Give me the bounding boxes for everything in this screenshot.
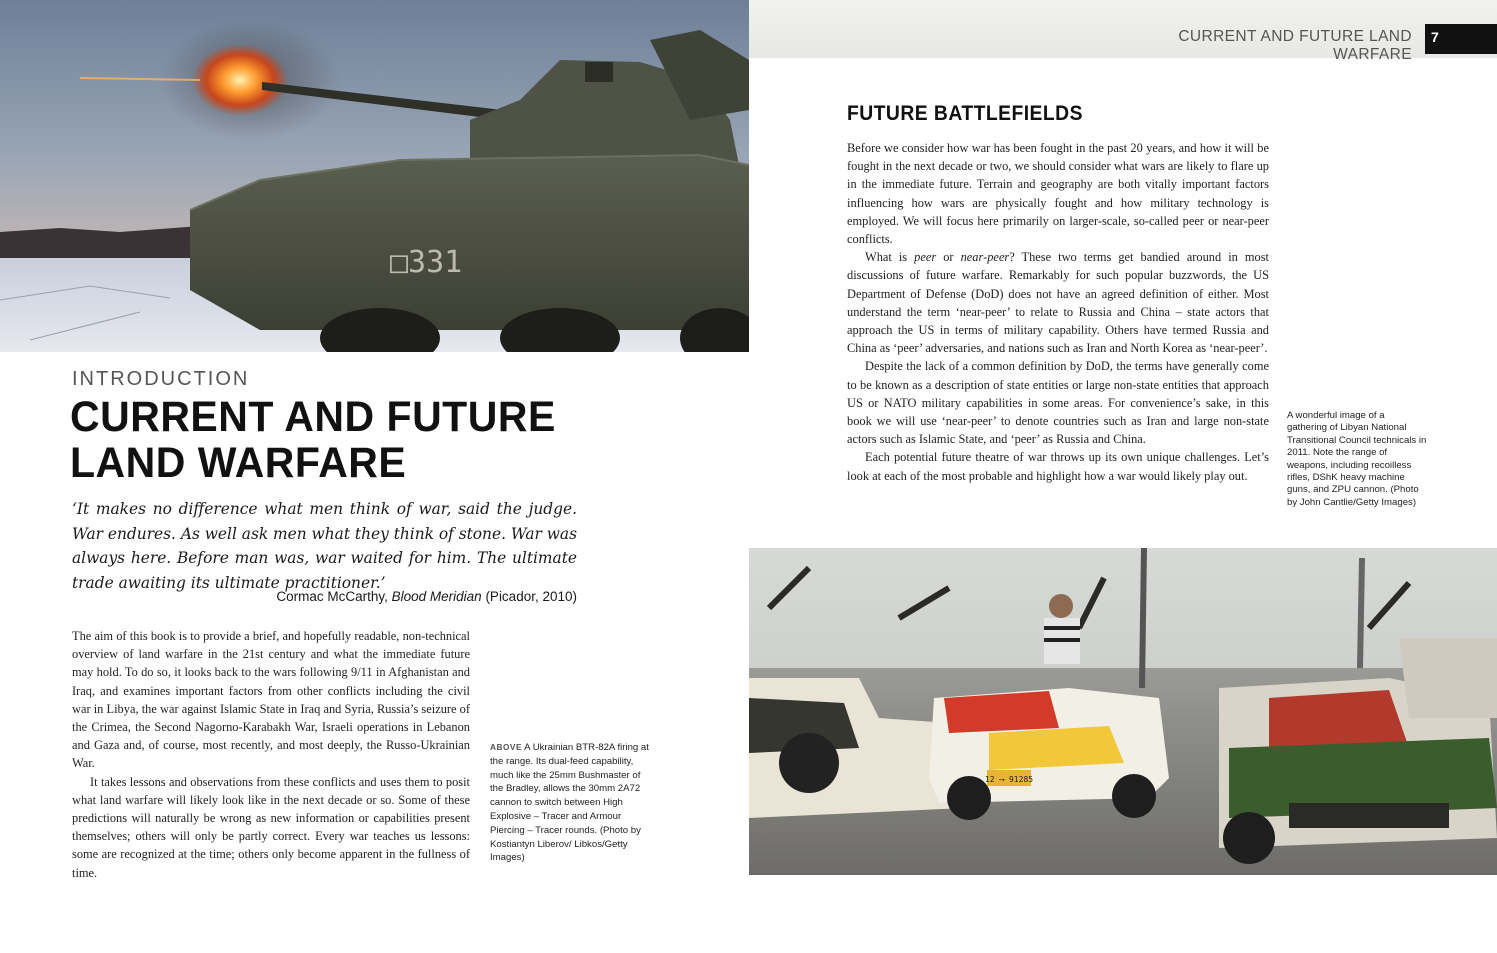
battlefields-paragraph-1: Before we consider how war has been fought in the past 20 years, and how it will be fought in the next decade or two, we should consider what wars are likely to flare up in the immediate future. Terrain and geography are both vitally important factors influencing how wars are physically fought and how military technology is employed. We will focus here primarily on larger-scale, so-called peer or near-peer conflicts.	[847, 141, 1269, 247]
battlefields-paragraph-4: Each potential future theatre of war throws up its own unique challenges. Let’s look at each of the most probable and highlight how a war would likely play out.	[847, 450, 1269, 483]
epigraph-work: Blood Meridian	[391, 589, 482, 604]
libya-photo-caption: A wonderful image of a gathering of Libyan National Transitional Council technicals in 2011. Note the range of weapons, including recoilless rifles, DShK heavy machine guns, and ZPU cannon. (Photo by John Cantlie/Getty Images)	[1287, 410, 1427, 508]
p2-part-c: ? These two terms get bandied around in most discussions of future warfare. Remarkably for such popular buzzwords, the US Department of Defense (DoD) does not have an agreed definition of either. Most understand the term ‘near-peer’ to relate to Russia and China – state actors that approach the US in terms of military capability. Others have termed Russia and China as ‘peer’ adversaries, and nations such as Iran and North Korea as ‘near-peer’.	[847, 250, 1269, 356]
intro-body-text	[72, 627, 470, 882]
epigraph-author: Cormac McCarthy,	[276, 589, 388, 604]
p2-part-a: What is	[865, 250, 915, 265]
chapter-title-line-1: CURRENT AND FUTURE	[70, 391, 556, 441]
vehicle-marking: □331	[390, 245, 463, 280]
chapter-title	[70, 393, 556, 485]
epigraph-quote: ‘It makes no difference what men think of war, said the judge. War endures. As well ask men what they think of stone. War was always here. Before man was, war waited for him. The ultimate trade awaiting its ultimate practitioner.’	[72, 500, 578, 592]
epigraph-attribution	[200, 589, 577, 604]
btr-82a-photo	[0, 0, 749, 352]
term-near-peer: near-peer	[960, 250, 1010, 265]
battlefields-paragraph-3: Despite the lack of a common definition by DoD, the terms have generally come to be known as a description of state entities or large non-state entities that approach US or NATO military capabilities in some areas. For convenience’s sake, in this book we will use ‘near-peer’ to denote countries such as Iran and large non-state actors such as Islamic State, and ‘peer’ as Russia and China.	[847, 359, 1269, 447]
chapter-title-line-2: LAND WARFARE	[70, 438, 407, 487]
term-peer: peer	[914, 250, 937, 265]
future-battlefields-body	[847, 139, 1269, 485]
license-plate: 12 ⟶ 91285	[984, 775, 1034, 784]
p2-part-b: or	[936, 250, 961, 265]
caption-text: A Ukrainian BTR-82A firing at the range. Its dual-feed capability, much like the 25mm Bushmaster of the Bradley, allows the 30mm 2A72 cannon to switch between High Explosive – Tracer and Armour Piercing – Tracer rounds. (Photo by Kostiantyn Liberov/ Libkos/Getty Images)	[490, 742, 649, 864]
section-heading: FUTURE BATTLEFIELDS	[847, 102, 1083, 125]
battlefields-paragraph-2	[847, 248, 1269, 357]
btr-photo-caption	[490, 741, 652, 865]
running-head-title: CURRENT AND FUTURE LAND WARFARE	[1178, 28, 1412, 63]
epigraph-publisher: (Picador, 2010)	[485, 589, 577, 604]
intro-paragraph-2: It takes lessons and observations from these conflicts and uses them to posit what land warfare will likely look like in the next decade or so. Some of these predictions will naturally be wrong as new information or capabilities present themselves; others will only be partly correct. Every war teaches us lessons: some are recognized at the time; others only become apparent in the fullness of time.	[72, 774, 470, 880]
libyan-technicals-photo	[749, 548, 1497, 875]
caption-label: ABOVE	[490, 742, 523, 752]
page-number: 7	[1431, 29, 1439, 45]
intro-paragraph-1: The aim of this book is to provide a brief, and hopefully readable, non-technical overview of land warfare in the 21st century and what the immediate future may hold. To do so, it looks back to the wars following 9/11 in Afghanistan and Iraq, and examines important factors from other conflicts including the civil war in Libya, the war against Islamic State in Iraq and Syria, Russia’s seizure of the Crimea, the Second Nagorno-Karabakh War, Israeli operations in Lebanon and Gaza and, of course, most recently, and most deeply, the Russo-Ukrainian War.	[72, 629, 470, 771]
chapter-eyebrow: INTRODUCTION	[72, 368, 250, 390]
